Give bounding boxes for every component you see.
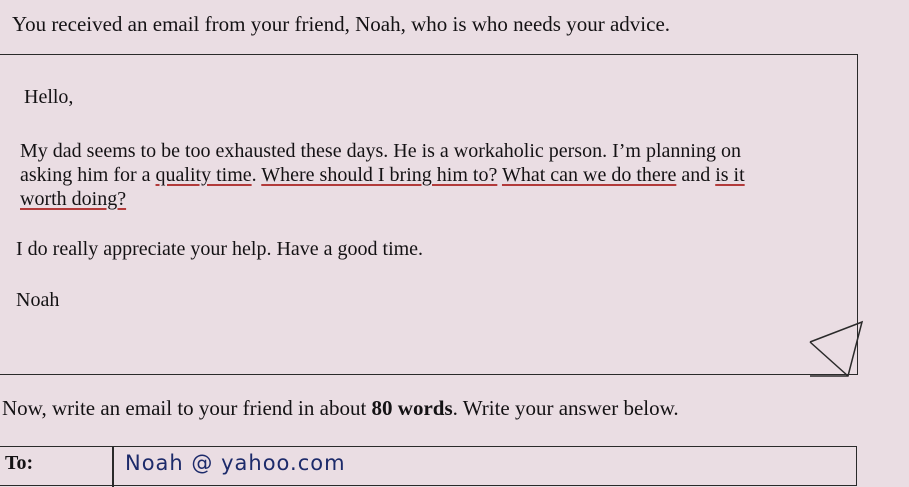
- instruction-text: Now, write an email to your friend in about: [2, 396, 372, 420]
- to-label: To:: [5, 452, 34, 474]
- email-text: and: [676, 164, 716, 186]
- underlined-question: What can we do there: [501, 164, 677, 186]
- email-body-line-2: [20, 163, 745, 187]
- task-intro: You received an email from your friend, Noah, who is who needs your advice.: [12, 12, 671, 36]
- to-field[interactable]: Noah @ yahoo.com: [125, 451, 346, 475]
- writing-instruction: [2, 396, 679, 421]
- email-body-line-1: My dad seems to be too exhausted these days. He is a workaholic person. I’m planning on: [20, 140, 741, 162]
- underlined-phrase: quality time: [155, 164, 252, 186]
- to-field-row: [0, 446, 857, 486]
- email-closing: I do really appreciate your help. Have a good time.: [16, 238, 424, 260]
- email-greeting: Hello,: [24, 86, 74, 108]
- underlined-question: is it: [715, 164, 745, 186]
- page-fold-icon: [808, 320, 864, 378]
- email-body-line-3: [20, 187, 126, 211]
- email-signature: Noah: [16, 289, 60, 311]
- word-count: 80 words: [371, 396, 453, 420]
- email-card: [0, 54, 858, 375]
- underlined-question: Where should I bring him to?: [261, 164, 498, 186]
- underlined-question: worth doing?: [20, 188, 127, 210]
- email-text: .: [251, 164, 262, 186]
- field-divider: [112, 447, 114, 487]
- instruction-text: . Write your answer below.: [452, 396, 679, 420]
- email-text: asking him for a: [20, 164, 156, 186]
